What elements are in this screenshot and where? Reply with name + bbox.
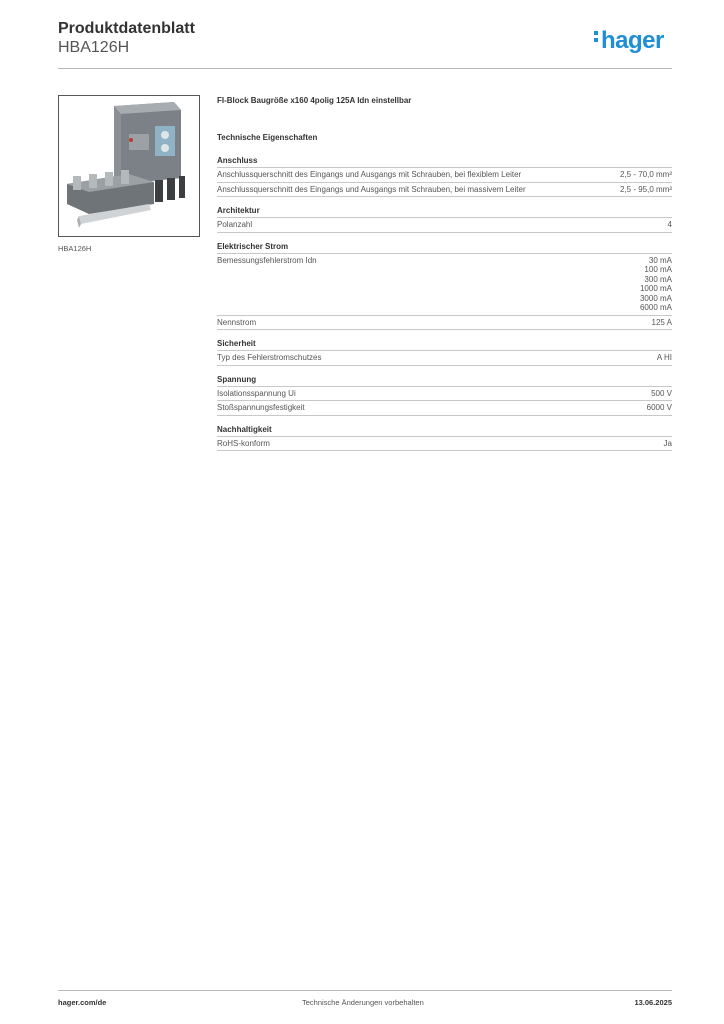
header-divider (58, 68, 672, 69)
spec-value: 30 mA 100 mA 300 mA 1000 mA 3000 mA 6000 mA (639, 255, 672, 312)
page-title: Produktdatenblatt (58, 20, 195, 37)
rcd-block-icon (59, 96, 199, 236)
spec-row (217, 183, 672, 198)
spec-value: 6000 V (646, 403, 672, 412)
spec-label: Polanzahl (217, 220, 253, 229)
spec-label: Nennstrom (217, 317, 257, 327)
spec-section (217, 425, 672, 452)
spec-sections (217, 156, 672, 451)
spec-row (217, 254, 672, 316)
spec-value: 4 (667, 220, 672, 229)
spec-label: Stoßspannungsfestigkeit (217, 403, 305, 412)
section-title: Spannung (217, 375, 672, 387)
spec-section (217, 156, 672, 197)
section-title: Nachhaltigkeit (217, 425, 672, 437)
section-title: Sicherheit (217, 339, 672, 351)
spec-section (217, 339, 672, 366)
spec-row (217, 401, 672, 416)
logo-dots-icon (594, 31, 599, 45)
spec-value: 2,5 - 70,0 mm² (619, 170, 672, 179)
section-title: Anschluss (217, 156, 672, 168)
spec-section (217, 206, 672, 233)
spec-value: A HI (656, 353, 672, 362)
spec-label: Typ des Fehlerstromschutzes (217, 353, 322, 362)
spec-label: Anschlussquerschnitt des Eingangs und Ausgangs mit Schrauben, bei flexiblem Leiter (217, 170, 522, 179)
spec-row (217, 218, 672, 233)
spec-value: 500 V (651, 388, 672, 398)
hager-logo (594, 27, 664, 55)
image-caption: HBA126H (58, 244, 92, 253)
spec-value: 2,5 - 95,0 mm² (619, 184, 672, 194)
product-code: HBA126H (58, 39, 130, 56)
spec-row (217, 316, 672, 331)
logo-text: hager (601, 27, 664, 54)
specification-content (217, 96, 672, 460)
spec-label: Bemessungsfehlerstrom Idn (217, 255, 317, 265)
technical-properties-heading: Technische Eigenschaften (217, 133, 318, 142)
footer-website: hager.com/de (58, 998, 107, 1007)
spec-row (217, 437, 672, 452)
spec-label: Anschlussquerschnitt des Eingangs und Ausgangs mit Schrauben, bei massivem Leiter (217, 184, 526, 194)
footer-note: Technische Änderungen vorbehalten (302, 998, 424, 1007)
product-title: FI-Block Baugröße x160 4polig 125A Idn einstellbar (217, 96, 412, 105)
spec-row (217, 351, 672, 366)
product-image (58, 95, 200, 237)
spec-value: Ja (663, 438, 672, 448)
section-title: Architektur (217, 206, 672, 218)
spec-label: RoHS-konform (217, 438, 270, 448)
spec-row (217, 168, 672, 183)
spec-label: Isolationsspannung Ui (217, 388, 296, 398)
spec-section (217, 242, 672, 331)
spec-row (217, 387, 672, 402)
footer-date: 13.06.2025 (634, 998, 672, 1007)
section-title: Elektrischer Strom (217, 242, 672, 254)
footer-divider (58, 990, 672, 991)
spec-section (217, 375, 672, 416)
spec-value: 125 A (651, 317, 672, 327)
